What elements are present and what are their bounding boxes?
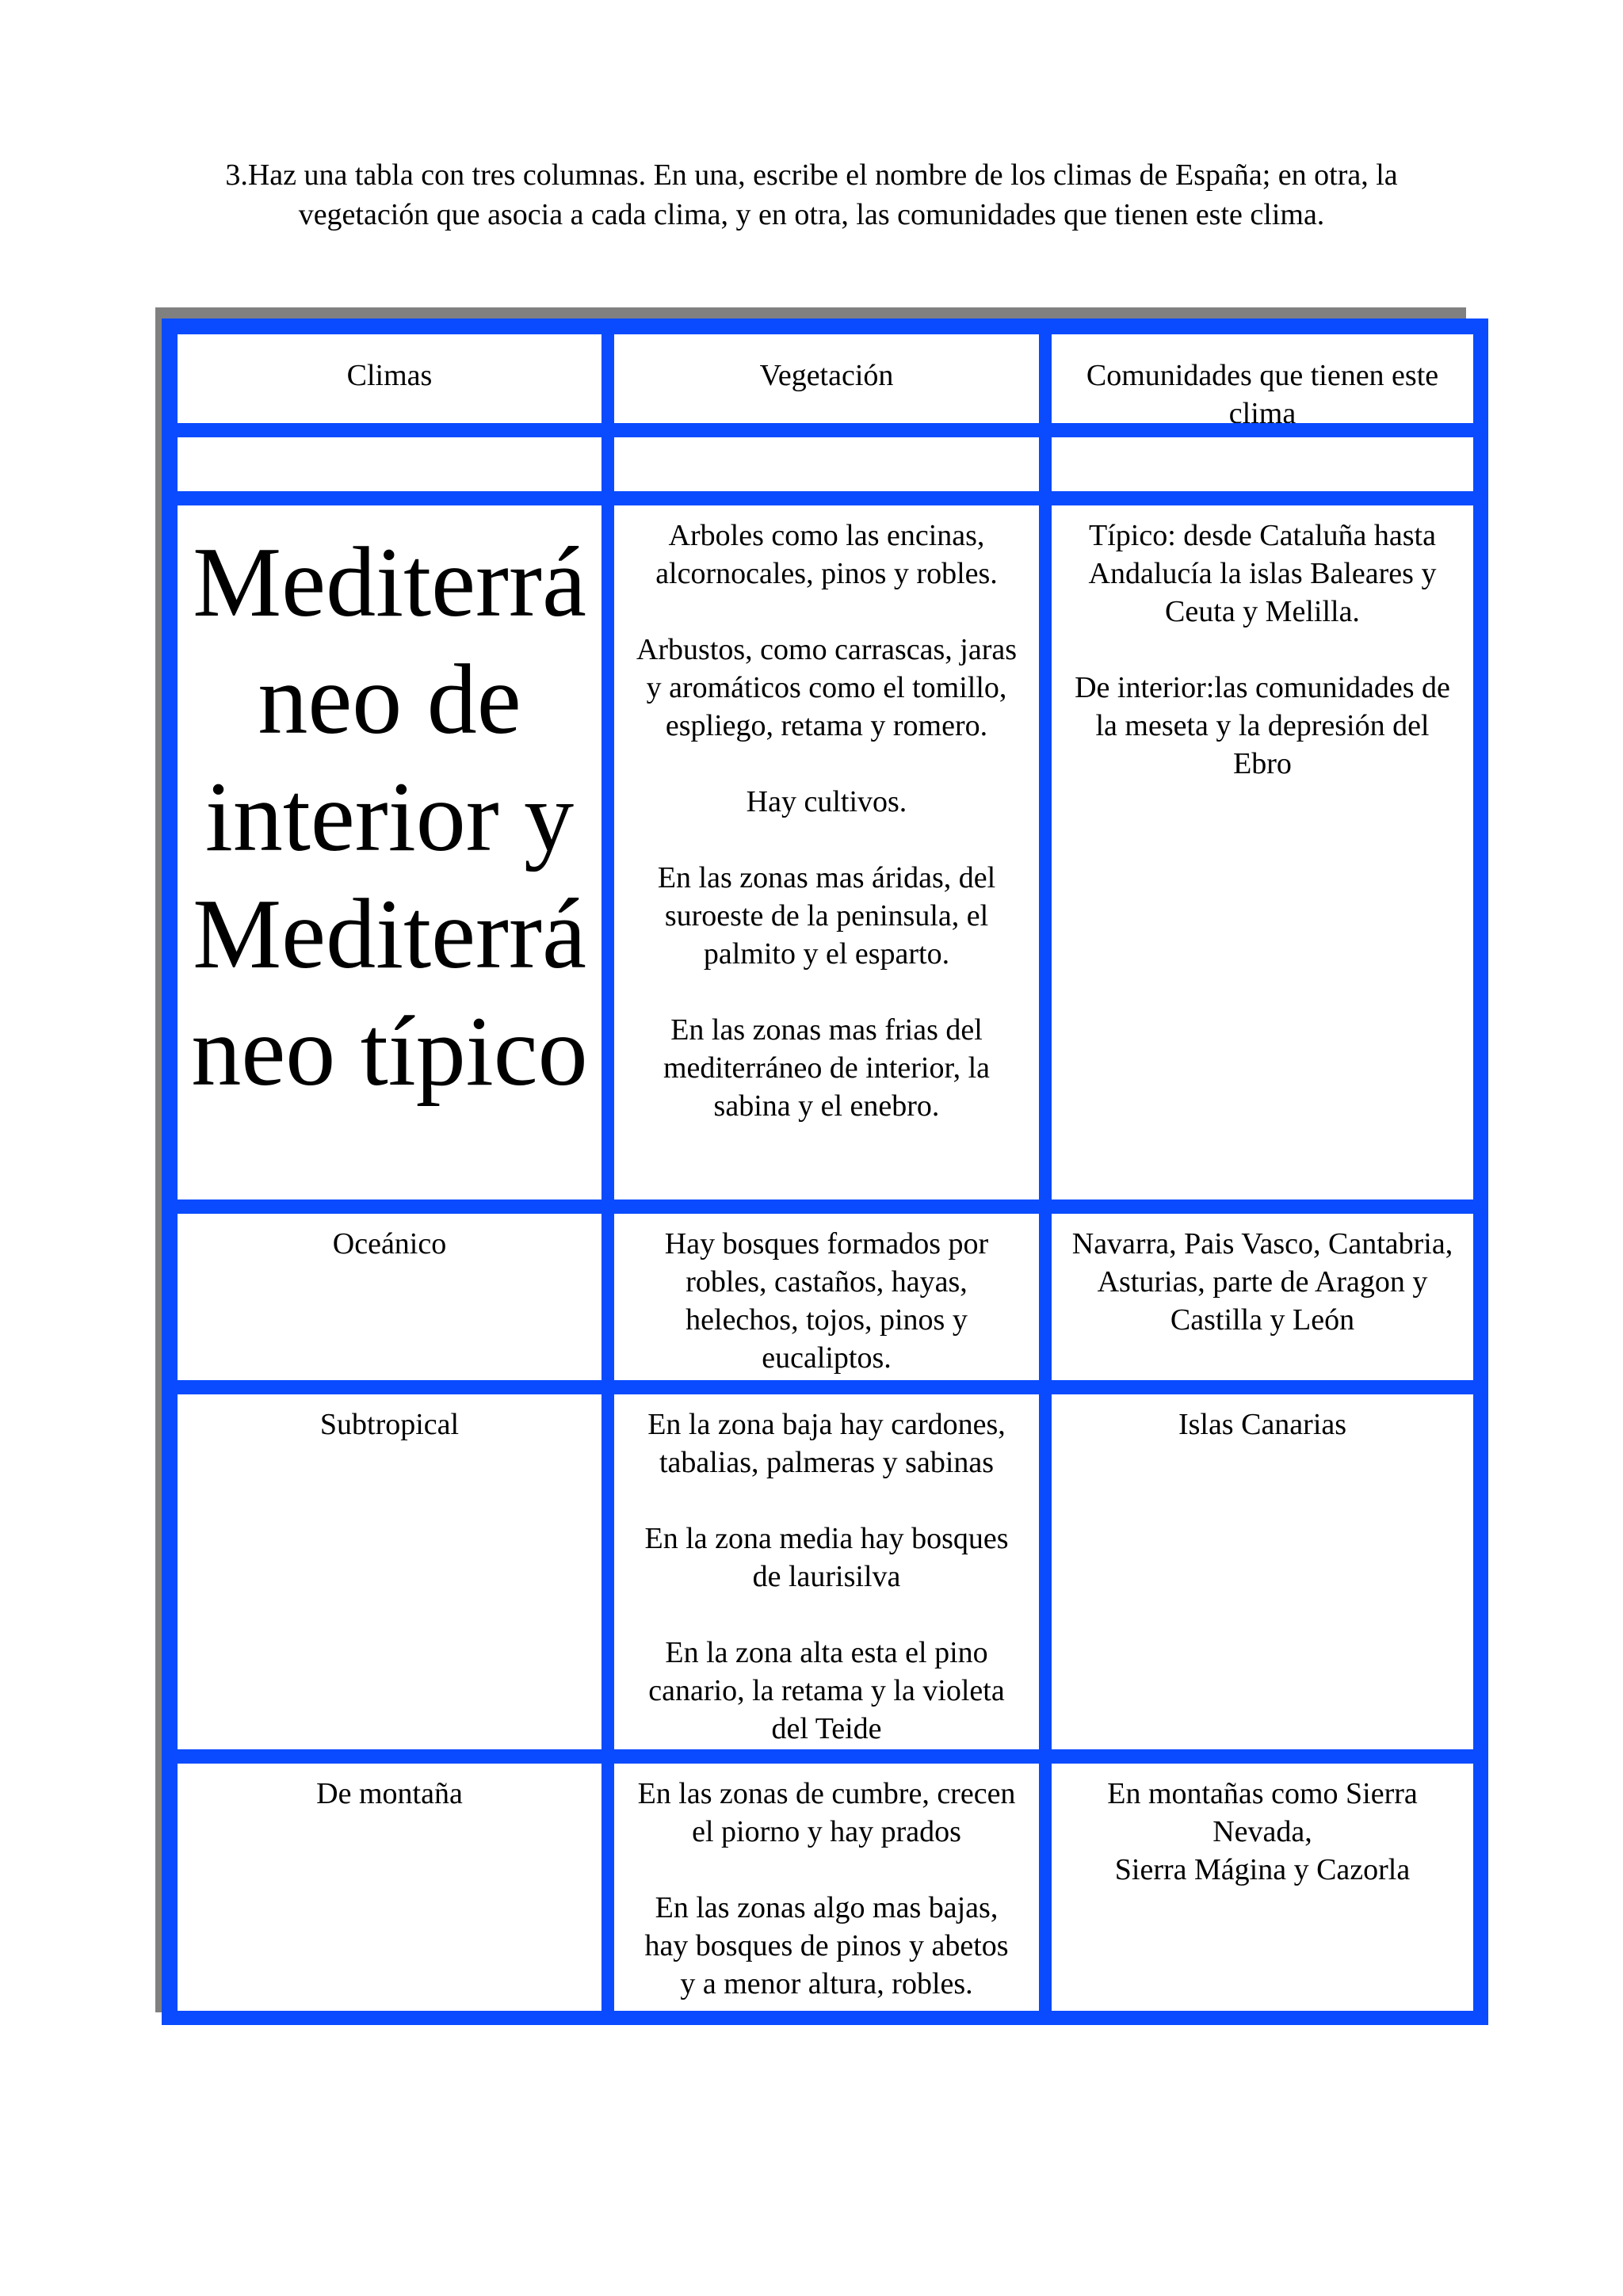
clima-mediterraneo-line: Mediterrá	[193, 528, 586, 638]
vegetacion-line: Arboles como las encinas,	[668, 519, 985, 552]
comunidades-line: Nevada,	[1212, 1815, 1312, 1848]
vegetacion-line: En la zona baja hay cardones,	[647, 1408, 1006, 1441]
cell-clima-montana	[178, 1764, 601, 2011]
vegetacion-line: espliego, retama y romero.	[665, 709, 988, 742]
cell-clima-oceanico	[178, 1214, 601, 1380]
comunidades-line: Típico: desde Cataluña hasta	[1089, 519, 1436, 552]
clima-subtropical-label: Subtropical	[319, 1408, 460, 1441]
instruction-line-1: 3.Haz una tabla con tres columnas. En una, escribe el nombre de los climas de España; en otra, la	[225, 158, 1398, 192]
vegetacion-line: canario, la retama y la violeta	[648, 1674, 1005, 1707]
header-climas	[178, 334, 601, 423]
comunidades-line: Ebro	[1233, 747, 1292, 780]
vegetacion-line: sabina y el enebro.	[713, 1089, 940, 1123]
vegetacion-line: mediterráneo de interior, la	[663, 1051, 991, 1085]
empty-cell-comunidades	[1052, 437, 1473, 491]
empty-cell-climas	[178, 437, 601, 491]
comunidades-line: De interior:las comunidades de	[1075, 671, 1450, 704]
instruction-text	[158, 155, 1465, 235]
vegetacion-line: En las zonas mas áridas, del	[657, 861, 996, 894]
cell-comunidades-montana	[1052, 1764, 1473, 2011]
clima-mediterraneo-line: Mediterrá	[193, 879, 586, 990]
clima-oceanico-label: Oceánico	[332, 1227, 447, 1261]
header-comunidades-line-2: clima	[1228, 397, 1296, 423]
vegetacion-line: robles, castaños, hayas,	[685, 1265, 968, 1299]
vegetacion-line: En la zona alta esta el pino	[665, 1636, 988, 1669]
cell-vegetacion-oceanico	[614, 1214, 1039, 1380]
clima-mediterraneo-line: interior y	[204, 762, 575, 872]
vegetacion-line: del Teide	[771, 1712, 882, 1745]
clima-montana-label: De montaña	[316, 1777, 463, 1810]
clima-mediterraneo-line: neo típico	[191, 997, 588, 1107]
vegetacion-line: eucaliptos.	[762, 1341, 892, 1375]
vegetacion-line: helechos, tojos, pinos y	[685, 1303, 968, 1337]
comunidades-line: Sierra Mágina y Cazorla	[1114, 1853, 1411, 1886]
comunidades-line: la meseta y la depresión del	[1095, 709, 1430, 742]
cell-vegetacion-montana	[614, 1764, 1039, 2011]
vegetacion-line: Hay bosques formados por	[664, 1227, 989, 1261]
comunidades-line: Navarra, Pais Vasco, Cantabria,	[1071, 1227, 1453, 1261]
comunidades-line: Castilla y León	[1170, 1303, 1355, 1337]
vegetacion-line: alcornocales, pinos y robles.	[655, 557, 998, 590]
header-vegetacion-label: Vegetación	[759, 359, 894, 392]
clima-mediterraneo-line: neo de	[258, 645, 521, 755]
vegetacion-line: En la zona media hay bosques	[644, 1522, 1009, 1555]
cell-clima-mediterraneo	[178, 505, 601, 1199]
cell-vegetacion-subtropical	[614, 1394, 1039, 1749]
vegetacion-line: En las zonas mas frias del	[670, 1013, 983, 1047]
vegetacion-line: En las zonas de cumbre, crecen	[637, 1777, 1016, 1810]
comunidades-label: Islas Canarias	[1178, 1408, 1347, 1441]
cell-comunidades-mediterraneo	[1052, 505, 1473, 1199]
cell-clima-subtropical	[178, 1394, 601, 1749]
climate-table	[162, 318, 1488, 2025]
cell-comunidades-subtropical	[1052, 1394, 1473, 1749]
instruction-line-2: vegetación que asocia a cada clima, y en otra, las comunidades que tienen este clima.	[298, 198, 1325, 231]
vegetacion-line: el piorno y hay prados	[692, 1815, 961, 1848]
vegetacion-line: de laurisilva	[752, 1560, 901, 1593]
cell-comunidades-oceanico	[1052, 1214, 1473, 1380]
vegetacion-line: palmito y el esparto.	[703, 937, 950, 971]
vegetacion-line: Hay cultivos.	[746, 785, 907, 818]
vegetacion-line: Arbustos, como carrascas, jaras	[636, 633, 1018, 666]
comunidades-line: En montañas como Sierra	[1107, 1777, 1418, 1810]
vegetacion-line: hay bosques de pinos y abetos	[644, 1929, 1009, 1962]
vegetacion-line: suroeste de la peninsula, el	[664, 899, 989, 933]
vegetacion-line: tabalias, palmeras y sabinas	[659, 1446, 995, 1479]
comunidades-line: Asturias, parte de Aragon y	[1097, 1265, 1428, 1299]
header-comunidades	[1052, 334, 1473, 423]
cell-vegetacion-mediterraneo	[614, 505, 1039, 1199]
comunidades-line: Ceuta y Melilla.	[1165, 595, 1360, 628]
header-climas-label: Climas	[346, 359, 433, 392]
vegetacion-line: En las zonas algo mas bajas,	[655, 1891, 999, 1924]
header-vegetacion	[614, 334, 1039, 423]
empty-cell-vegetacion	[614, 437, 1039, 491]
comunidades-line: Andalucía la islas Baleares y	[1088, 557, 1437, 590]
vegetacion-line: y a menor altura, robles.	[680, 1967, 973, 2000]
vegetacion-line: y aromáticos como el tomillo,	[646, 671, 1007, 704]
header-comunidades-line-1: Comunidades que tienen este	[1086, 359, 1439, 392]
